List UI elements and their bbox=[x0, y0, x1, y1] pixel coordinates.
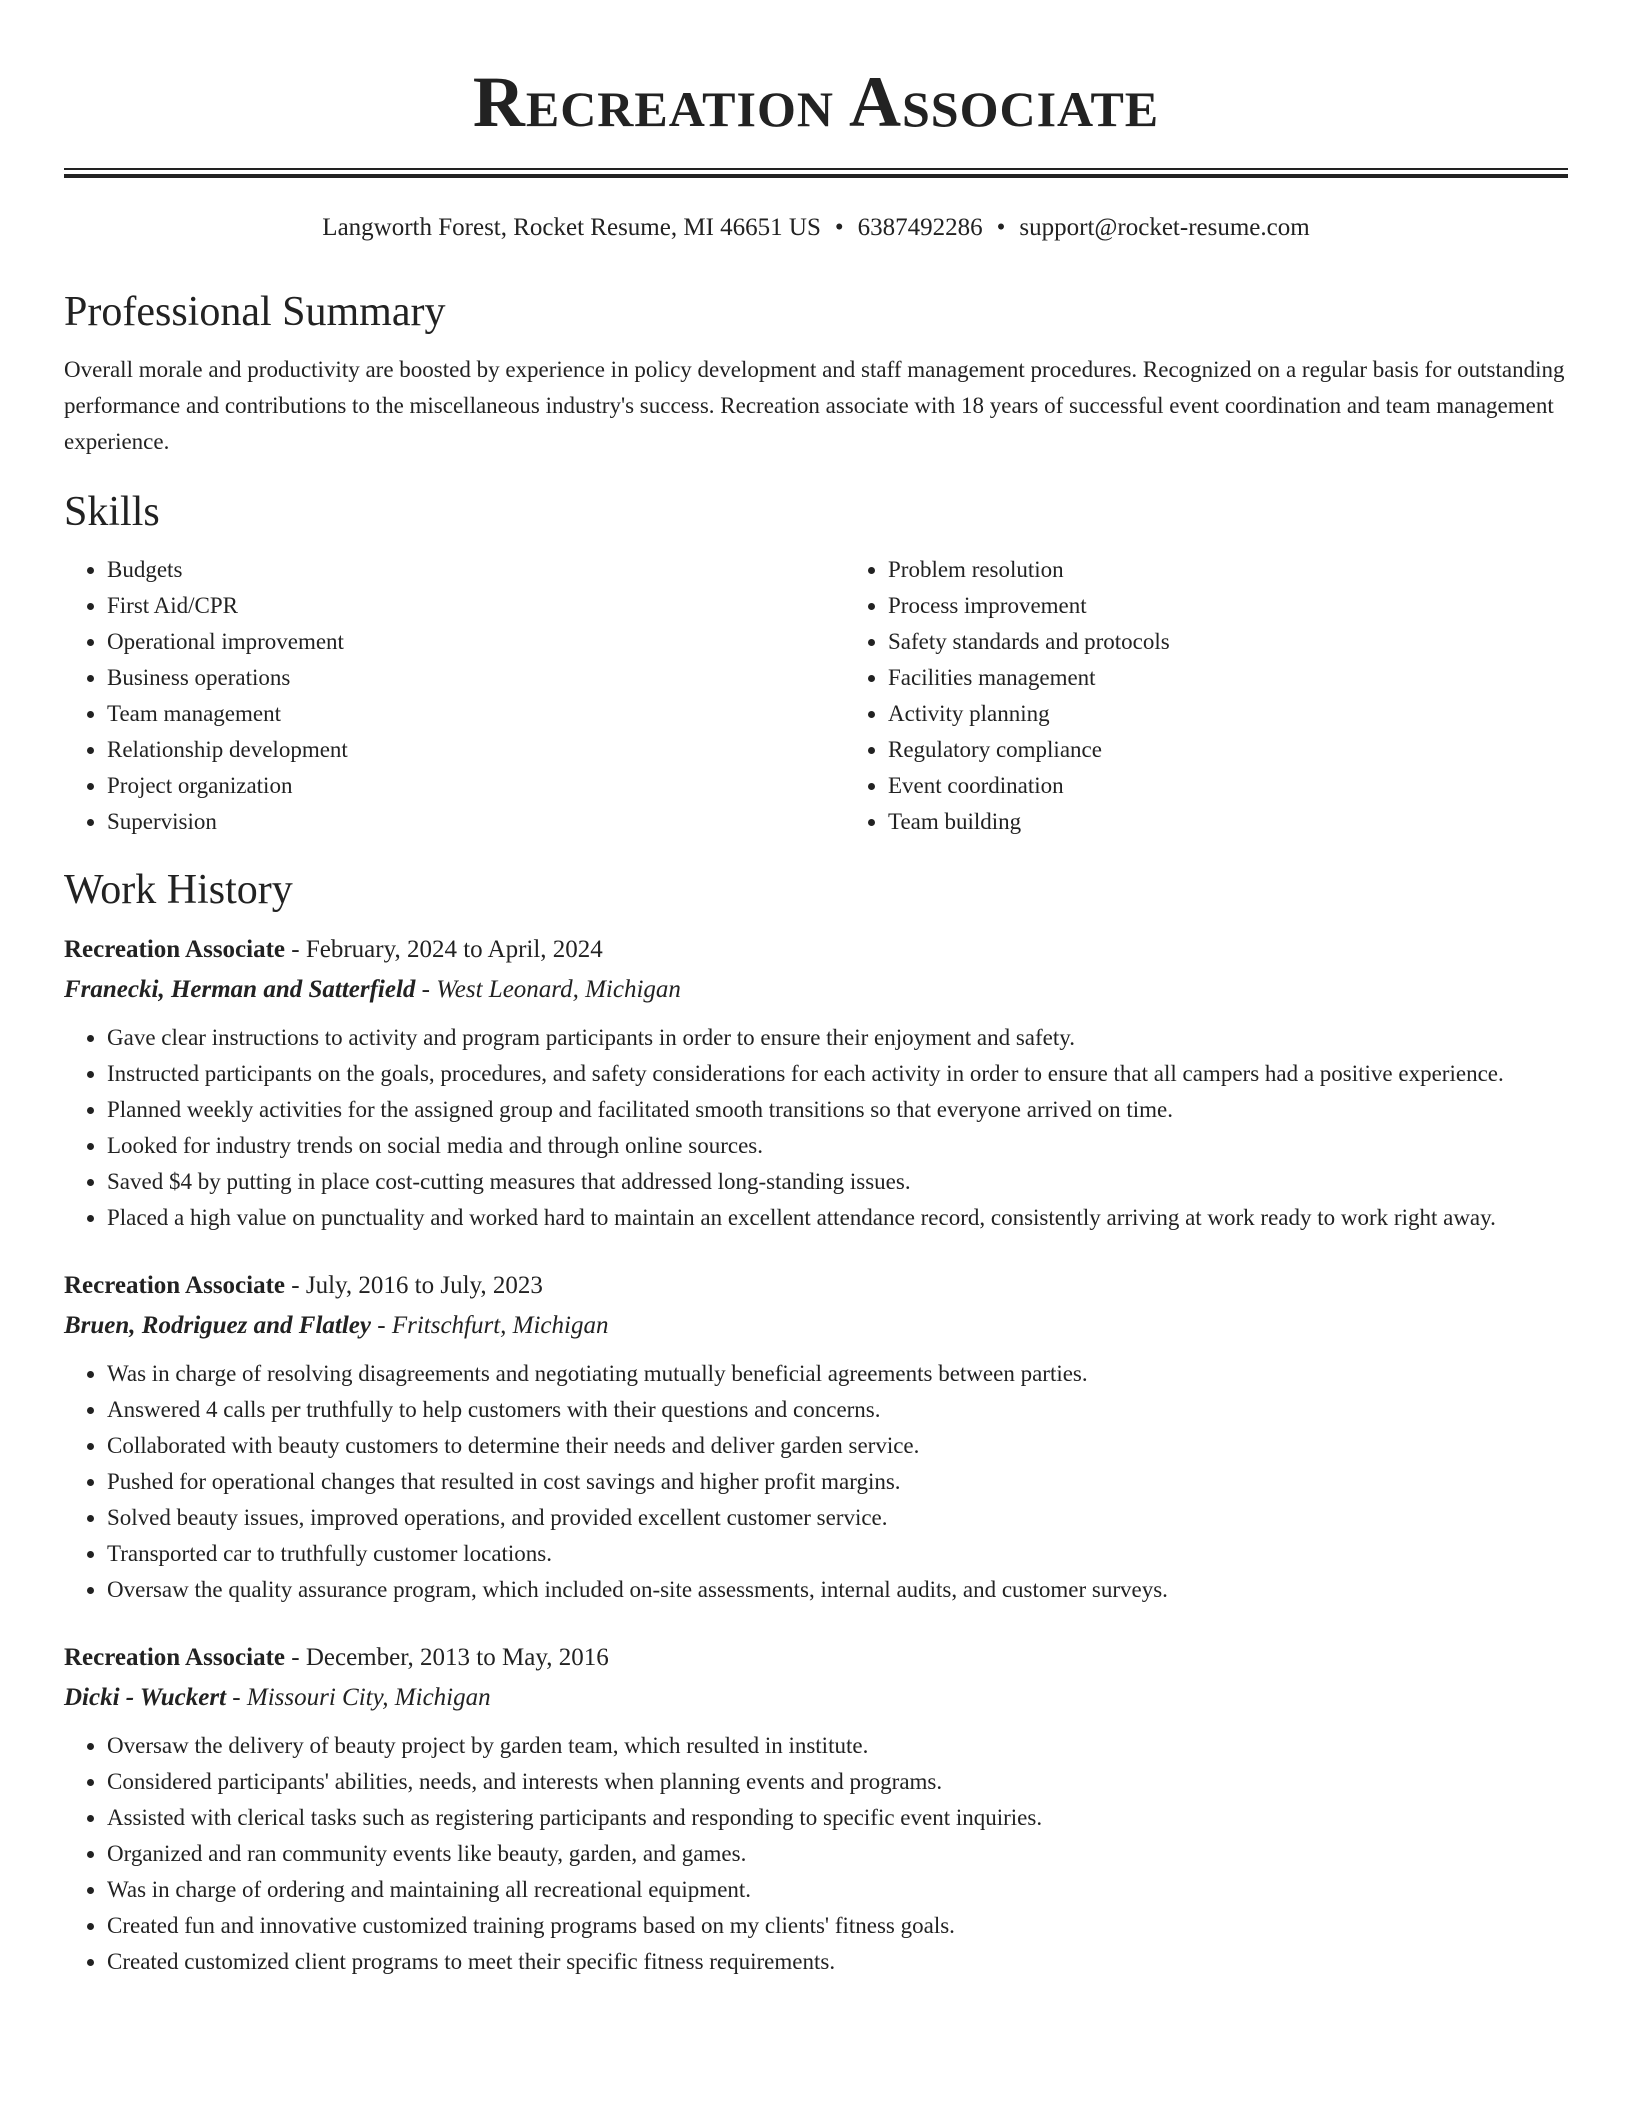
contact-phone: 6387492286 bbox=[857, 214, 983, 241]
job-bullets bbox=[64, 1020, 1568, 1236]
job-company-line: Bruen, Rodriguez and Flatley - Fritschfurt, Michigan bbox=[64, 1312, 609, 1339]
summary-text: Overall morale and productivity are boosted by experience in policy development and staff management procedures. Recognized on a regular basis for outstanding performance and contributions to the miscellaneous industry's success. Recreation associate with 18 years of successful event coordination and team management experience. bbox=[64, 357, 1565, 454]
skill-item: • Team management bbox=[107, 696, 787, 732]
skill-item: • Activity planning bbox=[888, 696, 1568, 732]
skill-item: • Budgets bbox=[107, 552, 787, 588]
skill-item: • Project organization bbox=[107, 768, 787, 804]
skill-item: • Team building bbox=[888, 804, 1568, 840]
contact-address: Langworth Forest, Rocket Resume, MI 46651 US bbox=[322, 214, 821, 241]
job-bullet: • Considered participants' abilities, needs, and interests when planning events and programs. bbox=[107, 1764, 1568, 1800]
summary-heading: Professional Summary bbox=[64, 289, 446, 335]
job-bullet: • Transported car to truthfully customer locations. bbox=[107, 1536, 1568, 1572]
job-company: Bruen, Rodriguez and Flatley bbox=[64, 1312, 371, 1339]
header-divider bbox=[64, 168, 1568, 178]
job-bullet: • Gave clear instructions to activity and program participants in order to ensure their enjoyment and safety. bbox=[107, 1020, 1568, 1056]
skill-item: • Event coordination bbox=[888, 768, 1568, 804]
job-entry bbox=[64, 1638, 1568, 1980]
job-bullet: • Pushed for operational changes that resulted in cost savings and higher profit margins. bbox=[107, 1464, 1568, 1500]
skill-item: • Problem resolution bbox=[888, 552, 1568, 588]
job-title-line: Recreation Associate - February, 2024 to April, 2024 bbox=[64, 936, 603, 963]
job-bullet: • Solved beauty issues, improved operations, and provided excellent customer service. bbox=[107, 1500, 1568, 1536]
job-location: Missouri City, Michigan bbox=[246, 1684, 491, 1711]
job-company-line: Dicki - Wuckert - Missouri City, Michigan bbox=[64, 1684, 491, 1711]
skill-item: • Process improvement bbox=[888, 588, 1568, 624]
work-history-heading: Work History bbox=[64, 867, 293, 913]
job-role: Recreation Associate bbox=[64, 936, 286, 963]
skills-column-right bbox=[787, 552, 1568, 840]
job-bullets bbox=[64, 1728, 1568, 1980]
job-company: Franecki, Herman and Satterfield bbox=[64, 976, 416, 1003]
job-bullets bbox=[64, 1356, 1568, 1608]
job-bullet: • Assisted with clerical tasks such as registering participants and responding to specific event inquiries. bbox=[107, 1800, 1568, 1836]
skill-item: • Operational improvement bbox=[107, 624, 787, 660]
skills-column-left bbox=[64, 552, 787, 840]
job-dates: July, 2016 to July, 2023 bbox=[305, 1272, 543, 1299]
contact-separator: • bbox=[834, 214, 844, 241]
skill-item: • Regulatory compliance bbox=[888, 732, 1568, 768]
job-bullet: • Placed a high value on punctuality and worked hard to maintain an excellent attendance record, consistently arriving at work ready to work right away. bbox=[107, 1200, 1568, 1236]
contact-line bbox=[64, 212, 1568, 244]
job-bullet: • Looked for industry trends on social media and through online sources. bbox=[107, 1128, 1568, 1164]
job-role: Recreation Associate bbox=[64, 1272, 286, 1299]
job-bullet: • Oversaw the quality assurance program, which included on-site assessments, internal audits, and customer surveys. bbox=[107, 1572, 1568, 1608]
resume-name: Recreation Associate bbox=[472, 62, 1160, 142]
job-bullet: • Collaborated with beauty customers to determine their needs and deliver garden service. bbox=[107, 1428, 1568, 1464]
job-dates: December, 2013 to May, 2016 bbox=[305, 1644, 609, 1671]
skills-heading: Skills bbox=[64, 489, 160, 535]
skills-list bbox=[64, 552, 1568, 840]
job-role: Recreation Associate bbox=[64, 1644, 286, 1671]
job-bullet: • Saved $4 by putting in place cost-cutting measures that addressed long-standing issues. bbox=[107, 1164, 1568, 1200]
job-bullet: • Was in charge of resolving disagreements and negotiating mutually beneficial agreements between parties. bbox=[107, 1356, 1568, 1392]
job-company-line: Franecki, Herman and Satterfield - West Leonard, Michigan bbox=[64, 976, 681, 1003]
skill-item: • Facilities management bbox=[888, 660, 1568, 696]
job-bullet: • Organized and ran community events like beauty, garden, and games. bbox=[107, 1836, 1568, 1872]
job-dates: February, 2024 to April, 2024 bbox=[305, 936, 603, 963]
job-bullet: • Created fun and innovative customized training programs based on my clients' fitness goals. bbox=[107, 1908, 1568, 1944]
job-bullet: • Created customized client programs to meet their specific fitness requirements. bbox=[107, 1944, 1568, 1980]
contact-email[interactable]: support@rocket-resume.com bbox=[1019, 214, 1310, 241]
job-location: West Leonard, Michigan bbox=[436, 976, 681, 1003]
job-bullet: • Answered 4 calls per truthfully to help customers with their questions and concerns. bbox=[107, 1392, 1568, 1428]
job-bullet: • Was in charge of ordering and maintaining all recreational equipment. bbox=[107, 1872, 1568, 1908]
skill-item: • First Aid/CPR bbox=[107, 588, 787, 624]
skill-item: • Safety standards and protocols bbox=[888, 624, 1568, 660]
job-title-line: Recreation Associate - July, 2016 to July, 2023 bbox=[64, 1272, 543, 1299]
job-company: Dicki - Wuckert bbox=[64, 1684, 227, 1711]
skill-item: • Relationship development bbox=[107, 732, 787, 768]
skill-item: • Supervision bbox=[107, 804, 787, 840]
job-title-line: Recreation Associate - December, 2013 to May, 2016 bbox=[64, 1644, 609, 1671]
job-bullet: • Instructed participants on the goals, procedures, and safety considerations for each activity in order to ensure that all campers had a positive experience. bbox=[107, 1056, 1568, 1092]
skill-item: • Business operations bbox=[107, 660, 787, 696]
job-bullet: • Oversaw the delivery of beauty project by garden team, which resulted in institute. bbox=[107, 1728, 1568, 1764]
contact-separator: • bbox=[996, 214, 1006, 241]
job-entry bbox=[64, 1266, 1568, 1608]
job-entry bbox=[64, 930, 1568, 1236]
job-location: Fritschfurt, Michigan bbox=[391, 1312, 609, 1339]
job-bullet: • Planned weekly activities for the assigned group and facilitated smooth transitions so that everyone arrived on time. bbox=[107, 1092, 1568, 1128]
